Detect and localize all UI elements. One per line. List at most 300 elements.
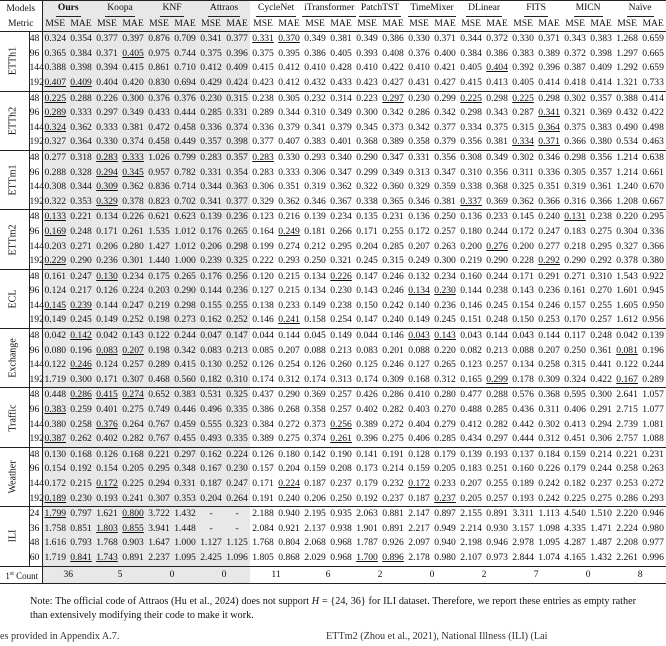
value-cell: 0.950 [642,299,664,311]
value-cell: 0.240 [382,314,404,326]
value-cell: 2.068 [304,537,326,549]
models-header-row [0,1,666,17]
value-cell: 0.230 [224,462,250,477]
count-cell: 6 [302,566,354,584]
value-cell: 0.448 [42,388,68,403]
value-cell: 0.244 [590,463,612,475]
value-cell: 0.133 [42,210,68,225]
value-cell: 0.246 [382,285,404,297]
value-cell: 0.305 [564,166,586,178]
value-cell: 0.405 [330,47,352,59]
table-row [0,47,666,62]
value-cell: 0.374 [224,121,250,136]
value-cell: 0.333 [120,150,146,165]
value-cell: 0.136 [458,210,484,225]
value-cell: 0.330 [276,150,302,165]
value-cell: 0.767 [146,432,172,447]
value-cell: 0.422 [590,373,612,385]
value-cell: 0.301 [120,254,146,269]
value-cell: 0.257 [590,314,612,326]
value-cell: 0.247 [224,477,250,492]
value-cell: 0.230 [330,285,352,297]
horizon-length: 24 [29,507,42,522]
dataset-label [0,329,29,388]
value-cell: 0.369 [302,388,328,403]
value-cell: 4.287 [564,537,586,549]
value-cell: 0.144 [94,299,120,314]
value-cell: 0.287 [512,107,534,119]
value-cell: 0.160 [512,463,534,475]
value-cell: 0.201 [382,344,404,356]
value-cell: 0.946 [640,507,666,522]
value-cell: 0.426 [354,388,380,403]
value-cell: 0.288 [42,166,68,181]
value-cell: 0.387 [564,62,586,74]
value-cell: 0.422 [642,107,664,119]
value-cell: 0.215 [276,269,302,284]
value-cell: 0.349 [354,32,380,47]
value-cell: 0.375 [486,121,508,133]
value-cell: 0.333 [68,106,94,121]
value-cell: - [224,507,250,522]
value-cell: 0.260 [330,359,352,371]
metric-mse: MSE [302,17,328,32]
value-cell: 0.293 [278,255,300,267]
value-cell: 0.336 [538,166,560,178]
value-cell: 0.744 [172,47,198,62]
value-cell: 0.130 [94,269,120,284]
value-cell: 0.285 [198,106,224,121]
metric-mae: MAE [536,17,562,32]
value-cell: 0.225 [458,91,484,106]
value-cell: 0.861 [146,61,172,76]
value-cell: 0.394 [94,61,120,76]
value-cell: 0.230 [198,91,224,106]
value-cell: 0.298 [562,150,588,165]
value-cell: 0.246 [382,359,404,371]
value-cell: 0.147 [224,329,250,344]
value-cell: 0.190 [328,447,354,462]
value-cell: 0.233 [434,478,456,489]
value-cell: 0.427 [434,76,456,88]
value-cell: 2.178 [408,551,430,563]
table-row [0,313,666,328]
value-cell: 0.213 [330,344,352,356]
value-cell: 0.272 [642,478,664,489]
value-cell: 0.150 [356,299,378,311]
value-cell: 0.257 [330,404,352,416]
value-cell: 0.922 [640,269,666,284]
value-cell: 0.258 [616,463,638,475]
value-cell: 0.351 [278,181,300,193]
value-cell: 0.282 [382,404,404,416]
value-cell: 0.085 [252,344,274,356]
value-cell: 0.144 [276,329,302,344]
value-cell: 0.423 [252,76,274,88]
value-cell: 1.292 [616,62,638,74]
value-cell: 0.259 [68,403,94,418]
model-header-knf [146,1,198,17]
value-cell: 0.175 [146,269,172,284]
value-cell: 3.941 [146,522,172,537]
value-cell: 0.324 [564,373,586,385]
value-cell: 0.178 [512,373,534,385]
value-cell: 3.311 [510,507,536,522]
value-cell: 0.257 [328,388,354,403]
model-name: DLinear [466,1,502,17]
value-cell: 0.374 [304,433,326,445]
metric-label: Metric [0,17,42,32]
value-cell: 0.386 [252,404,274,416]
value-cell: 0.244 [642,359,664,371]
value-cell: 0.659 [640,32,666,47]
value-cell: 0.342 [434,107,456,119]
value-cell: 0.306 [590,433,612,445]
value-cell: 0.134 [304,285,326,297]
value-cell: 0.174 [252,373,274,385]
value-cell: 0.254 [330,314,352,326]
value-cell: 0.652 [146,388,172,403]
value-cell: 0.415 [172,358,198,373]
model-name: iTransformer [302,1,356,17]
value-cell: 0.203 [42,240,68,255]
value-cell: 0.404 [486,62,508,74]
value-cell: 0.357 [590,166,612,178]
value-cell: 0.349 [302,32,328,47]
model-name: Naïve [627,1,654,17]
value-cell: 0.263 [434,240,456,252]
value-cell: 0.362 [278,195,300,207]
value-cell: 0.146 [380,329,406,344]
value-cell: 0.369 [590,107,612,119]
value-cell: 0.083 [198,344,224,359]
value-cell: 1.077 [642,404,664,416]
table-row [0,344,666,359]
value-cell: 0.275 [590,492,612,504]
table-row [0,507,666,522]
value-cell: 0.334 [512,136,534,148]
model-header-attraos [198,1,250,17]
value-cell: 0.379 [330,121,352,133]
value-cell: 1.803 [94,522,120,537]
value-cell: 0.155 [198,299,224,314]
value-cell: 2.261 [616,551,638,563]
value-cell: 0.139 [302,210,328,225]
horizon-length: 192 [29,373,42,388]
value-cell: 0.799 [172,150,198,165]
value-cell: 0.389 [382,136,404,148]
value-cell: 0.767 [146,418,172,433]
value-cell: 0.179 [356,478,378,489]
value-cell: 0.168 [68,447,94,462]
value-cell: 0.224 [224,447,250,462]
value-cell: 0.285 [434,433,456,445]
value-cell: 0.415 [94,388,120,403]
value-cell: 0.458 [172,121,198,136]
value-cell: 0.377 [434,121,456,133]
value-cell: 0.193 [94,492,120,507]
value-cell: 0.174 [304,373,326,385]
dataset-name: ILI [7,529,19,543]
value-cell: 0.383 [512,47,534,59]
value-cell: 0.383 [172,388,198,403]
horizon-length: 192 [29,254,42,269]
value-cell: 0.667 [642,195,664,207]
value-cell: 0.881 [380,507,406,522]
value-cell: 0.366 [642,240,664,252]
value-cell: 0.346 [536,150,562,165]
value-cell: 0.184 [536,447,562,462]
value-cell: 0.353 [68,195,94,210]
value-cell: 0.375 [252,47,274,59]
horizon-length: 96 [29,225,42,240]
value-cell: 0.168 [408,373,430,385]
value-cell: 2.220 [614,507,640,522]
value-cell: 0.975 [146,47,172,62]
value-cell: 0.252 [120,313,146,328]
value-cell: 0.192 [68,462,94,477]
count-cell: 0 [198,566,250,584]
value-cell: 0.167 [198,462,224,477]
value-cell: 2.198 [460,537,482,549]
value-cell: 0.280 [120,240,146,255]
value-cell: 0.897 [432,507,458,522]
value-cell: 0.694 [172,76,198,91]
value-cell: 0.459 [172,418,198,433]
value-cell: 0.876 [146,32,172,47]
value-cell: 0.144 [198,284,224,299]
value-cell: 0.408 [382,47,404,59]
value-cell: 0.322 [356,181,378,193]
value-cell: 0.248 [68,225,94,240]
count-cell: 11 [250,566,302,584]
value-cell: 1.901 [356,522,378,534]
value-cell: 0.173 [356,463,378,475]
value-cell: 0.138 [252,299,274,311]
horizon-length: 192 [29,313,42,328]
value-cell: 0.437 [250,388,276,403]
count-label [0,566,42,584]
value-cell: 0.373 [304,418,326,430]
value-cell: 0.206 [304,492,326,504]
value-cell: 0.310 [588,269,614,284]
value-cell: 0.172 [512,225,534,237]
value-cell: 1.719 [42,373,68,388]
value-cell: 0.189 [512,478,534,489]
model-header-micn [562,1,614,17]
value-cell: 0.386 [380,32,406,47]
value-cell: 0.219 [460,255,482,267]
value-cell: 0.362 [512,195,534,207]
value-cell: 0.398 [68,61,94,76]
value-cell: 1.081 [642,418,664,430]
value-cell: 0.331 [224,106,250,121]
horizon-length: 192 [29,432,42,447]
value-cell: 0.144 [484,329,510,344]
value-cell: 0.285 [486,404,508,416]
value-cell: 0.245 [68,313,94,328]
value-cell: 0.300 [120,91,146,106]
value-cell: 0.980 [642,522,664,534]
value-cell: 0.274 [278,240,300,252]
value-cell: 0.268 [278,404,300,416]
value-cell: 1.012 [172,240,198,255]
value-cell: 0.308 [458,150,484,165]
value-cell: 0.187 [198,477,224,492]
value-cell: 0.395 [278,47,300,59]
table-row [0,106,666,121]
value-cell: 0.401 [330,136,352,148]
value-cell: 0.285 [382,240,404,252]
value-cell: 0.661 [642,166,664,178]
value-cell: 0.406 [564,404,586,416]
value-cell: 0.237 [590,478,612,489]
value-cell: 0.149 [42,313,68,328]
value-cell: 0.261 [120,225,146,240]
value-cell: 0.300 [434,255,456,267]
horizon-length: 144 [29,61,42,76]
value-cell: 0.855 [120,522,146,537]
value-cell: 0.315 [224,91,250,106]
value-cell: 0.149 [94,313,120,328]
value-cell: 0.131 [562,210,588,225]
value-cell: 0.413 [564,418,586,430]
table-row [0,432,666,447]
value-cell: 0.237 [330,478,352,489]
count-cell: 2 [354,566,406,584]
dataset-name: Traffic [7,404,19,432]
value-cell: 0.266 [330,225,352,237]
value-cell: 0.365 [382,195,404,207]
value-cell: 0.357 [198,135,224,150]
value-cell: 0.379 [434,136,456,148]
value-cell: 0.182 [564,478,586,489]
value-cell: 0.237 [382,492,404,504]
value-cell: 0.225 [510,91,536,106]
dataset-label [0,388,29,447]
value-cell: 0.043 [510,329,536,344]
value-cell: 0.896 [382,551,404,563]
value-cell: 0.244 [172,329,198,344]
value-cell: 0.455 [172,432,198,447]
value-cell: 0.208 [330,463,352,475]
value-cell: 0.823 [146,195,172,210]
value-cell: 0.250 [564,344,586,356]
value-cell: 0.142 [68,329,94,344]
value-cell: 0.331 [406,150,432,165]
value-cell: 0.200 [460,240,482,252]
value-cell: 0.344 [278,107,300,119]
metric-mae: MAE [640,17,666,32]
value-cell: 1.208 [616,195,638,207]
value-cell: 0.463 [642,136,664,148]
value-cell: 0.358 [304,404,326,416]
value-cell: 0.171 [356,225,378,237]
value-cell: 0.306 [252,181,274,193]
value-cell: 0.232 [382,478,404,489]
value-cell: 0.436 [512,404,534,416]
value-cell: 0.214 [382,463,404,475]
value-cell: 1.096 [224,551,250,566]
value-cell: 0.256 [224,269,250,284]
value-cell: 0.324 [42,121,68,136]
table-row [0,180,666,195]
value-cell: 0.314 [328,91,354,106]
value-cell: 0.271 [68,240,94,255]
horizon-length: 48 [29,536,42,551]
value-cell: 0.233 [278,299,300,311]
value-cell: 0.255 [224,299,250,314]
table-row [0,492,666,507]
value-cell: 0.360 [382,181,404,193]
value-cell: 0.160 [458,269,484,284]
value-cell: 0.392 [512,62,534,74]
value-cell: 0.290 [276,388,302,403]
value-cell: 0.361 [590,181,612,193]
table-row [0,225,666,240]
horizon-length: 96 [29,47,42,62]
value-cell: 0.294 [94,166,120,181]
value-cell: 0.044 [250,329,276,344]
value-cell: 0.841 [68,551,94,566]
value-cell: 2.137 [304,522,326,534]
value-cell: 1.127 [198,536,224,551]
value-cell: 0.396 [538,62,560,74]
value-cell: 1.719 [42,551,68,566]
value-cell: 0.433 [330,76,352,88]
value-cell: 0.274 [120,388,146,403]
value-cell: 1.427 [146,240,172,255]
value-cell: 0.386 [304,47,326,59]
value-cell: 0.231 [380,210,406,225]
value-cell: 0.714 [172,180,198,195]
value-cell: 0.286 [408,107,430,119]
value-cell: 0.238 [486,285,508,297]
value-cell: 0.273 [172,313,198,328]
value-cell: 3.722 [146,507,172,522]
value-cell: 0.490 [616,121,638,133]
value-cell: 0.409 [224,61,250,76]
value-cell: 0.401 [94,403,120,418]
count-cell: 5 [94,566,146,584]
value-cell: 0.371 [536,32,562,47]
value-cell: 0.458 [146,135,172,150]
value-cell: 0.124 [94,358,120,373]
value-cell: 0.225 [564,492,586,504]
table-row [0,358,666,373]
value-cell: 0.244 [486,225,508,237]
value-cell: 0.134 [302,269,328,284]
value-cell: 0.431 [408,76,430,88]
dataset-name: ECL [7,289,19,309]
value-cell: 1.805 [252,551,274,563]
value-cell: 0.257 [434,225,456,237]
value-cell: 1.471 [590,522,612,534]
value-cell: - [224,522,250,537]
value-cell: 0.306 [304,166,326,178]
value-cell: 0.127 [252,285,274,297]
value-cell: 0.362 [330,181,352,193]
value-cell: 0.412 [460,418,482,430]
value-cell: 2.224 [616,522,638,534]
count-cell: 7 [510,566,562,584]
value-cell: 0.946 [486,537,508,549]
value-cell: 0.351 [538,181,560,193]
value-cell: 0.126 [304,359,326,371]
horizon-length: 48 [29,150,42,165]
value-cell: 1.098 [538,522,560,534]
value-cell: 0.218 [564,240,586,252]
